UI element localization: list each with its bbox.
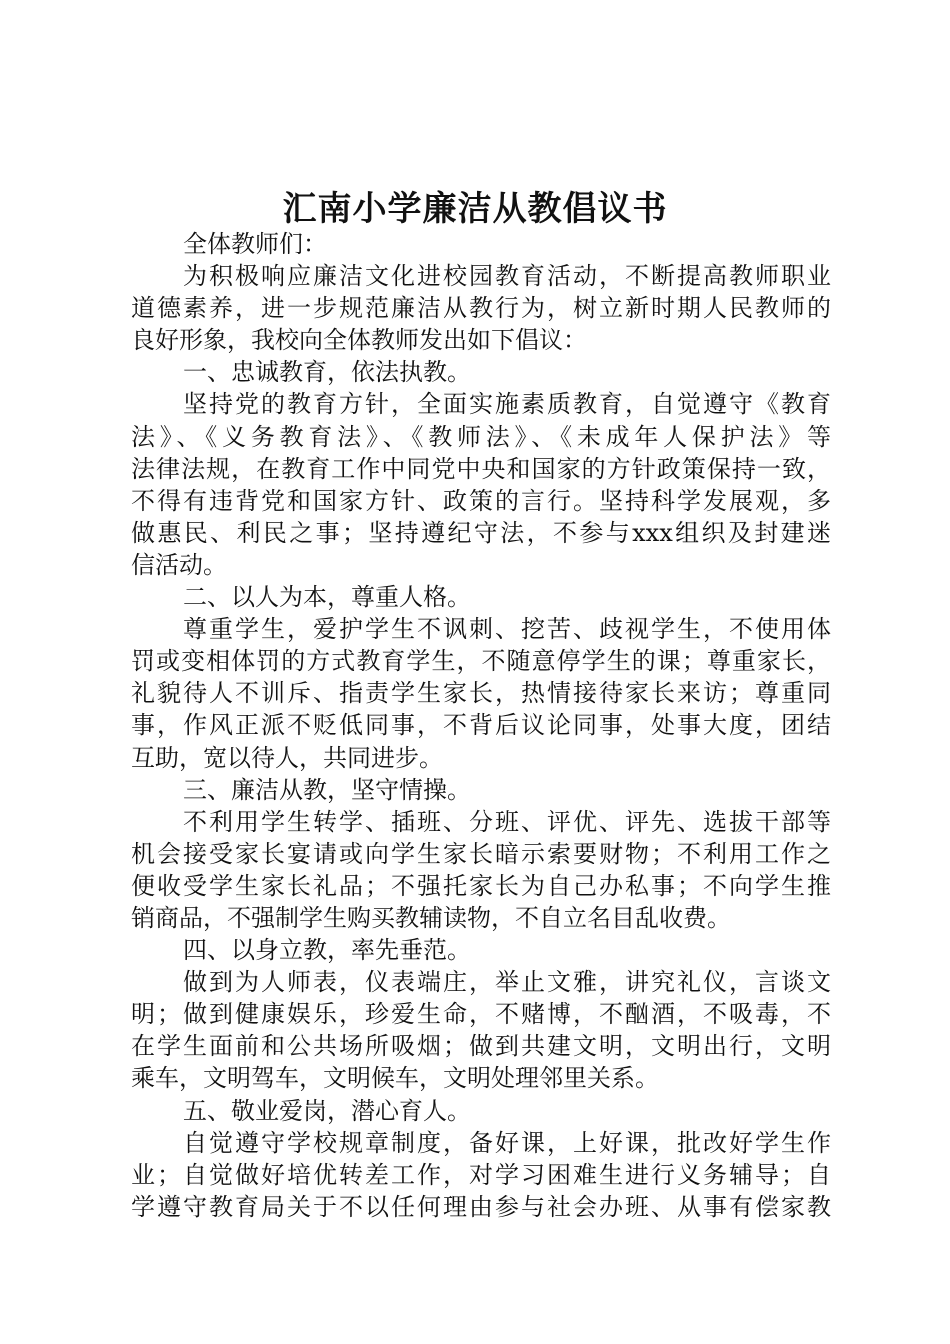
- paragraph-line: 业；自觉做好培优转差工作，对学习困难生进行义务辅导；自: [131, 1160, 831, 1189]
- document-title: 汇南小学廉洁从教倡议书: [282, 189, 668, 229]
- paragraph-line: 在学生面前和公共场所吸烟；做到共建文明，文明出行，文明: [131, 1032, 831, 1061]
- paragraph-line: 尊重学生，爱护学生不讽刺、挖苦、歧视学生，不使用体: [183, 615, 831, 644]
- paragraph-line: 不得有违背党和国家方针、政策的言行。坚持科学发展观，多: [131, 486, 831, 515]
- paragraph-line: 法律法规，在教育工作中同党中央和国家的方针政策保持一致，: [131, 454, 831, 483]
- section-heading-5: 五、敬业爱岗，潜心育人。: [183, 1096, 471, 1125]
- paragraph-line: 明；做到健康娱乐，珍爱生命，不赌博，不酗酒，不吸毒，不: [131, 1000, 831, 1029]
- paragraph-line: 销商品，不强制学生购买教辅读物，不自立名目乱收费。: [131, 903, 731, 932]
- paragraph-line: 法》、《义务教育法》、《教师法》、《未成年人保护法》等: [131, 422, 831, 451]
- paragraph-line: 乘车，文明驾车，文明候车，文明处理邻里关系。: [131, 1064, 659, 1093]
- salutation-line: 全体教师们：: [183, 230, 327, 258]
- paragraph-line: 自觉遵守学校规章制度，备好课，上好课，批改好学生作: [183, 1128, 831, 1157]
- paragraph-line: 不利用学生转学、插班、分班、评优、评先、选拔干部等: [183, 807, 831, 836]
- paragraph-line: 互助，宽以待人，共同进步。: [131, 743, 443, 772]
- document-body: [131, 228, 831, 1223]
- paragraph-line: 信活动。: [131, 550, 227, 579]
- section-heading-1: 一、忠诚教育，依法执教。: [183, 358, 471, 387]
- paragraph-line: 为积极响应廉洁文化进校园教育活动，不断提高教师职业: [183, 262, 831, 291]
- paragraph-line: 良好形象，我校向全体教师发出如下倡议：: [131, 326, 587, 355]
- paragraph-line: 礼貌待人不训斥、指责学生家长，热情接待家长来访；尊重同: [131, 679, 831, 708]
- paragraph-line: 学遵守教育局关于不以任何理由参与社会办班、从事有偿家教: [131, 1192, 831, 1221]
- section-heading-2: 二、以人为本，尊重人格。: [183, 583, 471, 612]
- paragraph-line: 事，作风正派不贬低同事，不背后议论同事，处事大度，团结: [131, 711, 831, 740]
- paragraph-line: 做惠民、利民之事；坚持遵纪守法，不参与xxx组织及封建迷: [131, 518, 831, 547]
- paragraph-line: 坚持党的教育方针，全面实施素质教育，自觉遵守《教育: [183, 390, 831, 419]
- paragraph-line: 道德素养，进一步规范廉洁从教行为，树立新时期人民教师的: [131, 294, 831, 323]
- paragraph-line: 罚或变相体罚的方式教育学生，不随意停学生的课；尊重家长，: [131, 647, 831, 676]
- paragraph-line: 机会接受家长宴请或向学生家长暗示索要财物；不利用工作之: [131, 839, 831, 868]
- paragraph-line: 做到为人师表，仪表端庄，举止文雅，讲究礼仪，言谈文: [183, 968, 831, 997]
- section-heading-3: 三、廉洁从教，坚守情操。: [183, 775, 471, 804]
- section-heading-4: 四、以身立教，率先垂范。: [183, 936, 471, 965]
- paragraph-line: 便收受学生家长礼品；不强托家长为自己办私事；不向学生推: [131, 871, 831, 900]
